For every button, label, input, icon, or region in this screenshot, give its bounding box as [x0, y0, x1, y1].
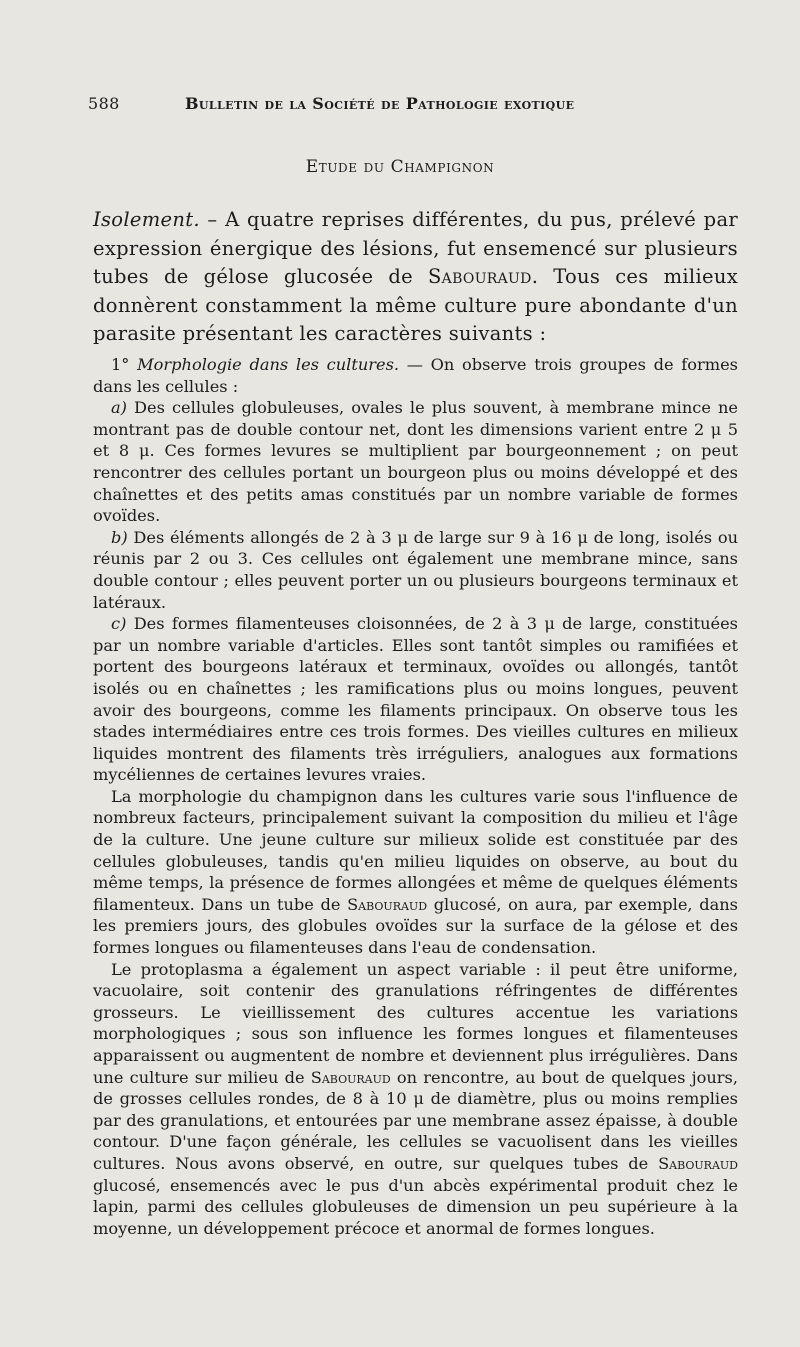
paragraph-text: Le protoplasma a également un aspect variable : il peut être uniforme, vacuolaire, soit contenir des granulations réfringentes de différentes grosseurs. Le vieillissement des cultures accentue les variations morphologiques ; sous son influence les formes longues et filamenteuses apparaissent ou augmentent de nombre et deviennent plus irrégulières. Dans une culture sur milieu de	[93, 959, 738, 1087]
paragraph-morphology	[93, 354, 738, 397]
paragraph-lead: Morphologie dans les cultures.	[137, 355, 400, 374]
paragraph-c	[93, 613, 738, 786]
paragraph-lead: b)	[111, 527, 128, 547]
paragraph-text: La morphologie du champignon dans les cultures varie sous l'influence de nombreux facteurs, principalement suivant la composition du milieu et l'âge de la culture. Une jeune culture sur milieux solide est constituée par des cellules globuleuses, tandis qu'en milieu liquides on observe, au bout du même temps, la présence de formes allongées et même de quelques éléments filamenteux. Dans un tube de	[93, 786, 738, 914]
paragraph-culture-variation	[93, 786, 738, 959]
paragraph-text: Des cellules globuleuses, ovales le plus souvent, à membrane mince ne montrant pas de double contour net, dont les dimensions varient entre 2 μ 5 et 8 μ. Ces formes levures se multiplient par bourgeonnement ; on peut rencontrer des cellules portant un bourgeon plus ou moins développé et des chaînettes et des petits amas constitués par un nombre variable de formes ovoïdes.	[93, 398, 738, 526]
paragraph-text: Des formes filamenteuses cloisonnées, de 2 à 3 μ de large, constituées par un nombre variable d'articles. Elles sont tantôt simples ou ramifiées et portent des bourgeons latéraux et terminaux, ovoïdes ou allongés, tantôt isolés ou en chaînettes ; les ramifications plus ou moins longues, peuvent avoir des bourgeons, comme les filaments principaux. On observe tous les stades intermédiaires entre ces trois formes. Des vieilles cultures en milieux liquides montrent des filaments très irréguliers, analogues aux formations mycéliennes de certaines levures vraies.	[93, 614, 738, 785]
author-name: Sabouraud	[347, 894, 428, 914]
body-text	[93, 354, 738, 1239]
intro-text: – A quatre reprises différentes, du pus, prélevé par expression énergique des lésions, fut ensemencé sur plusieurs tubes de gélose glucosée de	[93, 208, 738, 288]
page-number: 588	[88, 94, 120, 113]
intro-lead: Isolement.	[93, 208, 200, 231]
paragraph-text-end: glucosé, on aura, par exemple, dans les premiers jours, des globules ovoïdes sur la surface de la gélose et des formes longues ou filamenteuses dans l'eau de condensation.	[93, 894, 738, 958]
author-name: Sabouraud	[310, 1067, 391, 1087]
author-name-second: Sabouraud	[658, 1153, 738, 1173]
page-header	[88, 94, 748, 122]
paragraph-text: Des éléments allongés de 2 à 3 μ de large sur 9 à 16 μ de long, isolés ou réunis par 2 ou 3. Ces cellules ont également une membrane mince, sans double contour ; elles peuvent porter un ou plusieurs bourgeons terminaux et latéraux.	[93, 527, 738, 612]
paragraph-b	[93, 527, 738, 613]
paragraph-a	[93, 397, 738, 527]
intro-paragraph	[93, 206, 738, 349]
paragraph-text-mid: on rencontre, au bout de quelques jours, de grosses cellules rondes, de 8 à 10 μ de diamètre, plus ou moins remplies par des granulations, et entourées par une membrane assez épaisse, à double contour. D'une façon générale, les cellules se vacuolisent dans les vieilles cultures. Nous avons observé, en outre, sur quelques tubes de	[93, 1067, 739, 1173]
section-title: Etude du Champignon	[305, 157, 495, 177]
paragraph-text: — On observe trois groupes de formes dans les cellules :	[93, 355, 738, 396]
intro-text-end: . Tous ces milieux donnèrent constamment la même culture pure abondante d'un parasite présentant les caractères suivants :	[93, 265, 738, 345]
intro-author-name: Sabouraud	[428, 265, 532, 288]
paragraph-text-end: glucosé, ensemencés avec le pus d'un abcès expérimental produit chez le lapin, parmi des cellules globuleuses de dimension un peu supérieure à la moyenne, un développement précoce et anormal de formes longues.	[93, 1175, 738, 1238]
paragraph-protoplasma	[93, 959, 738, 1240]
paragraph-number: 1°	[111, 355, 138, 374]
running-title: Bulletin de la Société de Pathologie exotique	[185, 94, 575, 113]
paragraph-lead: c)	[111, 614, 127, 634]
paragraph-lead: a)	[111, 398, 127, 418]
